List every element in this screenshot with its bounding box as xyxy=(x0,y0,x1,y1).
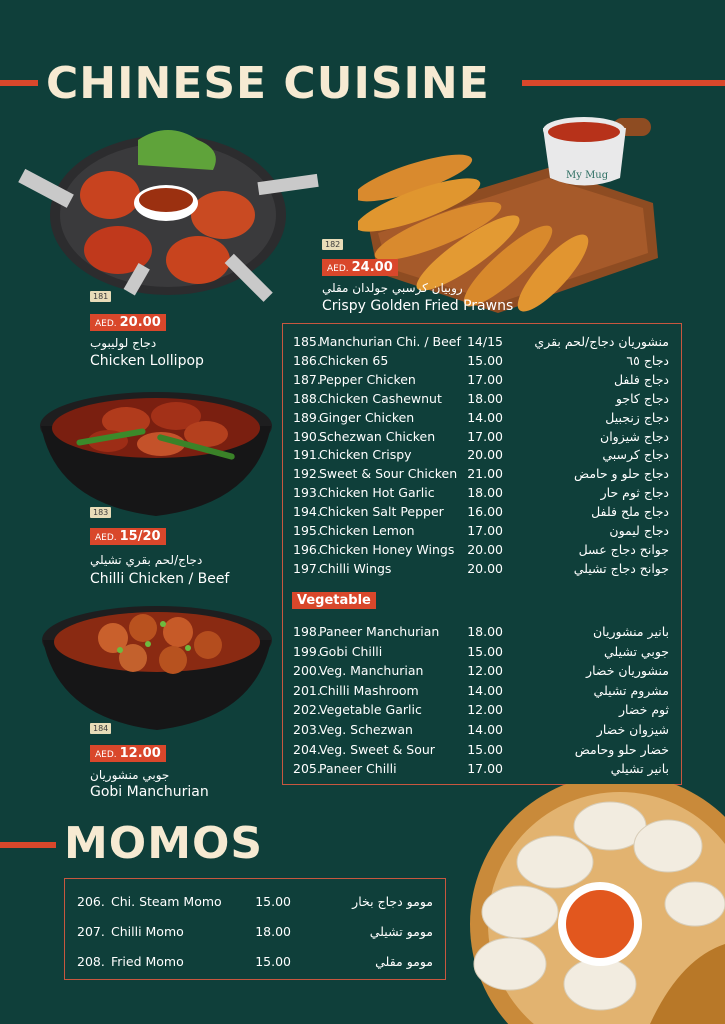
item-number: 199. xyxy=(293,643,321,659)
item-number: 186. xyxy=(293,352,321,368)
item-name: Chilli Momo xyxy=(111,924,184,939)
menu-item-row xyxy=(283,410,681,429)
item-name: Pepper Chicken xyxy=(319,371,416,387)
menu-item-row xyxy=(283,504,681,523)
item-name-ar: مومو مقلي xyxy=(375,954,433,969)
title-bar-right xyxy=(522,80,725,86)
item-name: Sweet & Sour Chicken xyxy=(319,466,458,482)
item-number: 188. xyxy=(293,390,321,406)
price: 12.00 xyxy=(119,746,161,761)
menu-item-row xyxy=(283,429,681,448)
item-number: 196. xyxy=(293,541,321,557)
item-number: 185. xyxy=(293,334,321,349)
item-name: Chi. Steam Momo xyxy=(111,894,222,909)
item-name: Veg. Schezwan xyxy=(319,722,413,737)
price-tag-183 xyxy=(90,528,166,545)
item-number: 208. xyxy=(77,954,105,969)
item-name: Manchurian Chi. / Beef xyxy=(319,334,461,349)
item-number: 200. xyxy=(293,663,321,679)
item-number: 189. xyxy=(293,409,321,425)
price: 24.00 xyxy=(351,260,393,275)
item-name: Chicken Salt Pepper xyxy=(319,504,444,520)
dish-name-en-182: Crispy Golden Fried Prawns xyxy=(322,298,514,314)
item-name: Veg. Sweet & Sour xyxy=(319,741,435,757)
gobi-manchurian-image xyxy=(38,600,276,732)
momos-bar-left xyxy=(0,842,56,848)
item-price: 18.00 xyxy=(255,924,291,939)
item-price: 14.00 xyxy=(467,409,503,425)
menu-item-row xyxy=(283,663,681,682)
item-name-ar: دجاج حلو و حامض xyxy=(574,466,669,482)
item-price: 20.00 xyxy=(467,541,503,557)
item-number: 207. xyxy=(77,924,105,939)
item-name: Chilli Mashroom xyxy=(319,682,419,698)
price-tag-182 xyxy=(322,259,398,276)
item-name-ar: بانير منشوريان xyxy=(593,624,669,639)
item-number: 204. xyxy=(293,741,321,757)
menu-item-row xyxy=(283,624,681,643)
item-number: 197. xyxy=(293,560,321,576)
item-name: Schezwan Chicken xyxy=(319,428,436,444)
item-name: Ginger Chicken xyxy=(319,409,415,425)
item-price: 12.00 xyxy=(467,702,503,718)
item-name-ar: دجاج كاجو xyxy=(615,390,669,406)
item-price: 14.00 xyxy=(467,682,503,698)
item-number: 193. xyxy=(293,485,321,501)
currency: AED. xyxy=(95,750,117,760)
item-name-ar: مومو دجاج بخار xyxy=(352,894,433,909)
item-name: Gobi Chilli xyxy=(319,643,383,659)
item-number: 190. xyxy=(293,428,321,444)
chicken-lollipop-image xyxy=(18,120,323,305)
item-name-ar: مشروم تشيلي xyxy=(593,682,669,698)
momo-item-row xyxy=(65,954,445,974)
cup-logo: My Mug xyxy=(566,170,609,181)
dish-name-ar-183: دجاج/لحم بقري تشيلي xyxy=(90,553,203,567)
item-price: 20.00 xyxy=(467,560,503,576)
item-name-ar: خضار حلو وحامض xyxy=(574,741,669,757)
item-name-ar: جوانح دجاج تشيلي xyxy=(573,560,669,576)
item-price: 15.00 xyxy=(255,894,291,909)
momos-list-box xyxy=(64,878,446,980)
item-name-ar: دجاج شيزوان xyxy=(600,428,669,444)
price: 20.00 xyxy=(119,315,161,330)
item-number: 203. xyxy=(293,722,321,737)
item-price: 21.00 xyxy=(467,466,503,482)
item-price: 17.00 xyxy=(467,523,503,538)
item-number: 195. xyxy=(293,523,321,538)
momo-item-row xyxy=(65,924,445,944)
item-price: 15.00 xyxy=(467,643,503,659)
item-name: Chicken 65 xyxy=(319,352,389,368)
menu-item-row xyxy=(283,702,681,721)
price-tag-184 xyxy=(90,745,166,762)
menu-item-row xyxy=(283,334,681,353)
currency: AED. xyxy=(95,533,117,543)
item-name-ar: دجاج فلفل xyxy=(613,371,669,387)
item-name: Veg. Manchurian xyxy=(319,663,424,679)
item-name-ar: دجاج كرسبي xyxy=(602,447,669,463)
item-price: 15.00 xyxy=(467,352,503,368)
momos-title: MOMOS xyxy=(64,818,264,869)
price-tag-181 xyxy=(90,314,166,331)
menu-list-box xyxy=(282,323,682,785)
item-name: Chilli Wings xyxy=(319,560,392,576)
item-name-ar: منشوريان دجاج/لحم بقري xyxy=(534,334,669,349)
dish-number-182: 182 xyxy=(322,239,343,250)
menu-item-row xyxy=(283,353,681,372)
dish-number-181: 181 xyxy=(90,291,111,302)
menu-item-row xyxy=(283,466,681,485)
dish-name-ar-184: جوبي منشوريان xyxy=(90,768,170,782)
item-name-ar: دجاج ٦٥ xyxy=(626,352,669,368)
item-name-ar: دجاج ليمون xyxy=(609,523,669,538)
dish-name-en-183: Chilli Chicken / Beef xyxy=(90,571,230,587)
item-name-ar: شيزوان خضار xyxy=(596,722,669,737)
item-name: Chicken Hot Garlic xyxy=(319,485,435,501)
item-name: Chicken Crispy xyxy=(319,447,412,463)
dish-name-ar-181: دجاج لوليبوب xyxy=(90,336,157,350)
item-number: 187. xyxy=(293,371,321,387)
item-number: 192. xyxy=(293,466,321,482)
dish-number-184: 184 xyxy=(90,723,111,734)
currency: AED. xyxy=(327,264,349,274)
item-price: 16.00 xyxy=(467,504,503,520)
item-price: 18.00 xyxy=(467,390,503,406)
item-number: 191. xyxy=(293,447,321,463)
item-name: Chicken Lemon xyxy=(319,523,415,538)
item-price: 20.00 xyxy=(467,447,503,463)
item-price: 17.00 xyxy=(467,371,503,387)
item-price: 14.00 xyxy=(467,722,503,737)
item-name-ar: منشوريان خضار xyxy=(586,663,669,679)
momo-item-row xyxy=(65,894,445,914)
menu-item-row xyxy=(283,542,681,561)
item-price: 12.00 xyxy=(467,663,503,679)
menu-item-row xyxy=(283,391,681,410)
momos-steamer-image xyxy=(450,784,725,1024)
menu-item-row xyxy=(283,447,681,466)
menu-item-row xyxy=(283,761,681,780)
menu-item-row xyxy=(283,523,681,542)
item-name: Chicken Honey Wings xyxy=(319,541,455,557)
item-name-ar: جوانح دجاج عسل xyxy=(578,541,669,557)
chilli-chicken-image xyxy=(36,386,276,518)
menu-item-row xyxy=(283,561,681,580)
item-number: 201. xyxy=(293,682,321,698)
item-name: Fried Momo xyxy=(111,954,184,969)
menu-item-row xyxy=(283,742,681,761)
item-number: 205. xyxy=(293,761,321,777)
item-price: 14/15 xyxy=(466,334,503,349)
dish-name-en-181: Chicken Lollipop xyxy=(90,353,204,369)
item-name-ar: دجاج ثوم حار xyxy=(600,485,669,501)
item-price: 17.00 xyxy=(467,761,503,777)
item-price: 15.00 xyxy=(467,741,503,757)
menu-item-row xyxy=(283,722,681,741)
dish-name-en-184: Gobi Manchurian xyxy=(90,784,209,800)
menu-item-row xyxy=(283,372,681,391)
menu-item-row xyxy=(283,485,681,504)
title-bar-left xyxy=(0,80,38,86)
item-name-ar: ثوم خضار xyxy=(618,702,669,718)
item-name: Chicken Cashewnut xyxy=(319,390,442,406)
vegetable-section-label: Vegetable xyxy=(292,592,376,609)
dish-name-ar-182: روبيان كرسبي جولدان مقلي xyxy=(322,281,463,295)
item-number: 206. xyxy=(77,894,105,909)
item-number: 198. xyxy=(293,624,321,639)
item-price: 18.00 xyxy=(467,485,503,501)
item-name-ar: دجاج زنجبيل xyxy=(605,409,669,425)
menu-item-row xyxy=(283,683,681,702)
item-name: Vegetable Garlic xyxy=(319,702,422,718)
menu-item-row xyxy=(283,644,681,663)
item-price: 17.00 xyxy=(467,428,503,444)
item-name-ar: جوبي تشيلي xyxy=(603,643,669,659)
item-number: 202. xyxy=(293,702,321,718)
item-name-ar: مومو تشيلي xyxy=(369,924,433,939)
dish-number-183: 183 xyxy=(90,507,111,518)
item-name-ar: بانير تشيلي xyxy=(610,761,669,777)
item-name: Paneer Chilli xyxy=(319,761,397,777)
item-name: Paneer Manchurian xyxy=(319,624,440,639)
currency: AED. xyxy=(95,319,117,329)
price: 15/20 xyxy=(119,529,161,544)
item-name-ar: دجاج ملح فلفل xyxy=(591,504,669,520)
item-price: 18.00 xyxy=(467,624,503,639)
page-title: CHINESE CUISINE xyxy=(46,58,490,109)
item-number: 194. xyxy=(293,504,321,520)
item-price: 15.00 xyxy=(255,954,291,969)
